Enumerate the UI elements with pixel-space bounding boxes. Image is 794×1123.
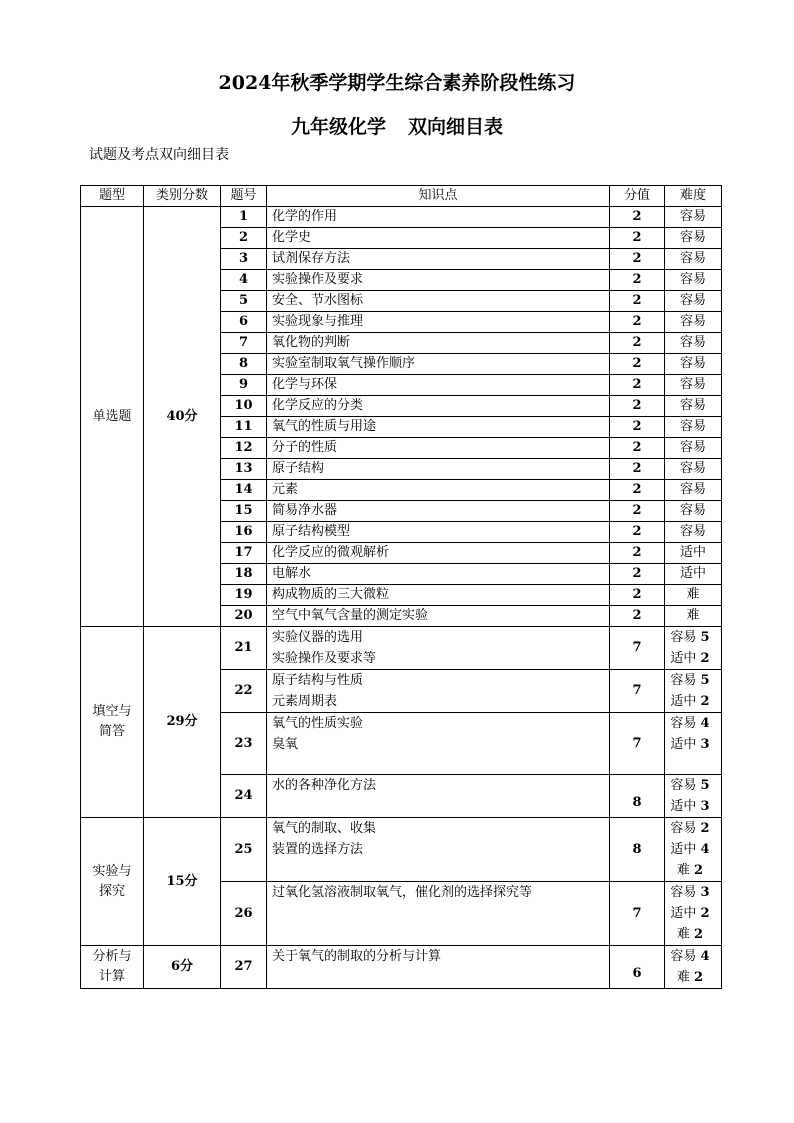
question-number: 6 [221,312,267,333]
difficulty-level: 难 [676,970,690,985]
knowledge-point [267,713,610,775]
group-total: 29分 [144,627,221,818]
table-row [81,627,722,670]
document-subtitle [0,112,794,139]
question-number: 21 [221,627,267,670]
difficulty: 容易 [665,522,722,543]
knowledge-point [267,882,610,946]
question-score: 2 [610,228,665,249]
knowledge-point: 分子的性质 [267,438,610,459]
difficulty [665,627,722,670]
question-score: 2 [610,543,665,564]
question-score: 2 [610,501,665,522]
difficulty-points: 5 [700,778,710,793]
difficulty-line [665,903,715,924]
difficulty-level: 容易 [670,949,697,964]
knowledge-point: 安全、节水图标 [267,291,610,312]
difficulty [665,946,722,989]
question-score: 2 [610,207,665,228]
question-score: 8 [610,818,665,882]
knowledge-point: 实验现象与推理 [267,312,610,333]
question-number: 18 [221,564,267,585]
knowledge-point [267,670,610,713]
difficulty: 容易 [665,396,722,417]
knowledge-point: 电解水 [267,564,610,585]
difficulty-level: 容易 [670,673,697,688]
knowledge-point [267,818,610,882]
knowledge-point-line: 原子结构与性质 [272,673,364,688]
knowledge-point: 化学的作用 [267,207,610,228]
group-type-line: 实验与 [92,863,132,879]
difficulty [665,713,722,775]
difficulty-line [665,860,715,881]
difficulty: 容易 [665,501,722,522]
group-type [81,818,144,946]
question-number: 23 [221,713,267,775]
knowledge-point: 化学与环保 [267,375,610,396]
table-row [81,946,722,989]
knowledge-point: 化学反应的微观解析 [267,543,610,564]
knowledge-point [267,946,610,989]
question-number: 14 [221,480,267,501]
question-number: 3 [221,249,267,270]
difficulty: 容易 [665,228,722,249]
question-number: 12 [221,438,267,459]
question-score: 2 [610,438,665,459]
knowledge-point: 原子结构模型 [267,522,610,543]
question-number: 5 [221,291,267,312]
difficulty-line [665,882,715,903]
difficulty-level: 容易 [670,885,697,900]
document-title: 2024年秋季学期学生综合素养阶段性练习 [218,72,576,94]
question-score: 2 [610,291,665,312]
difficulty-line [665,967,715,988]
difficulty-level: 适中 [670,842,697,857]
difficulty: 容易 [665,480,722,501]
difficulty-line [665,648,715,669]
knowledge-point: 空气中氧气含量的测定实验 [267,606,610,627]
group-total: 40分 [144,207,221,627]
knowledge-point: 原子结构 [267,459,610,480]
difficulty-points: 2 [700,694,710,709]
difficulty: 容易 [665,375,722,396]
difficulty-level: 适中 [670,799,697,814]
knowledge-point: 化学史 [267,228,610,249]
difficulty-level: 容易 [670,716,697,731]
question-score: 2 [610,270,665,291]
knowledge-point: 氧气的性质与用途 [267,417,610,438]
knowledge-point-line: 实验仪器的选用 [272,630,364,645]
difficulty-points: 4 [700,842,710,857]
question-score: 7 [610,713,665,775]
question-score: 7 [610,670,665,713]
difficulty [665,882,722,946]
question-number: 9 [221,375,267,396]
difficulty: 难 [665,606,722,627]
difficulty-level: 容易 [670,630,697,645]
question-score: 2 [610,333,665,354]
table-caption: 试题及考点双向细目表 [89,147,229,163]
question-number: 13 [221,459,267,480]
difficulty [665,670,722,713]
difficulty: 容易 [665,291,722,312]
difficulty-points: 5 [700,630,710,645]
header-type: 题型 [81,186,144,207]
difficulty-level: 难 [676,927,690,942]
question-score: 7 [610,627,665,670]
difficulty-line [665,818,715,839]
group-type-line: 分析与 [92,949,132,964]
question-score: 2 [610,375,665,396]
difficulty-points: 3 [700,885,710,900]
knowledge-point-line: 臭氧 [272,737,299,752]
knowledge-point: 化学反应的分类 [267,396,610,417]
difficulty-line [665,946,715,967]
question-number: 26 [221,882,267,946]
specification-table [80,185,722,989]
question-number: 2 [221,228,267,249]
question-score: 2 [610,354,665,375]
difficulty: 适中 [665,564,722,585]
difficulty: 容易 [665,438,722,459]
question-number: 22 [221,670,267,713]
difficulty-line [665,839,715,860]
group-total: 6分 [144,946,221,989]
difficulty-points: 2 [694,927,704,942]
knowledge-point-line: 氧气的性质实验 [272,716,364,731]
difficulty-level: 容易 [670,821,697,836]
group-type-line: 填空与 [92,704,132,719]
difficulty-level: 适中 [670,694,697,709]
difficulty: 容易 [665,312,722,333]
question-number: 1 [221,207,267,228]
knowledge-point [267,627,610,670]
question-score: 2 [610,564,665,585]
group-type-line: 探究 [98,883,125,899]
question-score: 2 [610,606,665,627]
difficulty-points: 3 [700,799,710,814]
question-score: 6 [610,946,665,989]
group-type-line: 简答 [98,724,125,739]
question-score: 2 [610,312,665,333]
question-number: 8 [221,354,267,375]
question-score: 2 [610,396,665,417]
knowledge-point: 实验室制取氧气操作顺序 [267,354,610,375]
question-number: 24 [221,775,267,818]
subtitle-subject: 九年级化学 [290,116,386,138]
group-total: 15分 [144,818,221,946]
knowledge-point: 元素 [267,480,610,501]
table-row [81,207,722,228]
difficulty: 难 [665,585,722,606]
header-category-score: 类别分数 [144,186,221,207]
difficulty-points: 2 [694,863,704,878]
difficulty: 容易 [665,333,722,354]
header-difficulty: 难度 [665,186,722,207]
difficulty-points: 3 [700,737,710,752]
question-number: 10 [221,396,267,417]
difficulty-line [665,924,715,945]
knowledge-point-line: 元素周期表 [272,694,338,709]
difficulty-points: 2 [700,821,710,836]
knowledge-point: 氧化物的判断 [267,333,610,354]
knowledge-point-line: 实验操作及要求等 [272,651,377,666]
subtitle-name: 双向细目表 [408,116,504,138]
difficulty-line [665,627,715,648]
knowledge-point [267,775,610,818]
knowledge-point: 实验操作及要求 [267,270,610,291]
difficulty-line [665,796,715,817]
difficulty-points: 5 [700,673,710,688]
knowledge-point-line: 装置的选择方法 [272,842,364,857]
knowledge-point-line: 过氧化氢溶液制取氧气，催化剂的选择探究等 [272,885,533,900]
question-number: 27 [221,946,267,989]
difficulty: 容易 [665,249,722,270]
difficulty-level: 适中 [670,651,697,666]
difficulty-points: 2 [694,970,704,985]
knowledge-point: 试剂保存方法 [267,249,610,270]
question-number: 7 [221,333,267,354]
difficulty: 容易 [665,417,722,438]
difficulty-line [665,775,715,796]
difficulty [665,818,722,882]
knowledge-point-line: 水的各种净化方法 [272,778,377,793]
question-score: 2 [610,459,665,480]
question-number: 19 [221,585,267,606]
table-header-row [81,186,722,207]
knowledge-point: 简易净水器 [267,501,610,522]
knowledge-point-line: 氧气的制取、收集 [272,821,377,836]
question-number: 16 [221,522,267,543]
difficulty-level: 适中 [670,737,697,752]
question-number: 11 [221,417,267,438]
group-type [81,627,144,818]
difficulty-level: 容易 [670,778,697,793]
difficulty-points: 4 [700,716,710,731]
question-number: 15 [221,501,267,522]
table-row [81,818,722,882]
difficulty-points: 4 [700,949,710,964]
difficulty-points: 2 [700,906,710,921]
question-score: 2 [610,522,665,543]
knowledge-point-line: 关于氧气的制取的分析与计算 [272,949,442,964]
difficulty-line [665,734,715,755]
difficulty-level: 适中 [670,906,697,921]
difficulty-line [665,691,715,712]
knowledge-point: 构成物质的三大微粒 [267,585,610,606]
difficulty-line [665,713,715,734]
question-score: 2 [610,585,665,606]
header-question-no: 题号 [221,186,267,207]
difficulty: 容易 [665,459,722,480]
question-score: 2 [610,249,665,270]
difficulty: 容易 [665,354,722,375]
question-number: 17 [221,543,267,564]
question-number: 25 [221,818,267,882]
difficulty: 容易 [665,207,722,228]
difficulty [665,775,722,818]
difficulty: 适中 [665,543,722,564]
difficulty: 容易 [665,270,722,291]
difficulty-points: 2 [700,651,710,666]
header-score: 分值 [610,186,665,207]
question-number: 4 [221,270,267,291]
group-type-line: 计算 [98,969,125,984]
group-type: 单选题 [81,207,144,627]
difficulty-line [665,670,715,691]
question-score: 2 [610,480,665,501]
group-type [81,946,144,989]
question-number: 20 [221,606,267,627]
header-knowledge-point: 知识点 [267,186,610,207]
difficulty-level: 难 [676,863,690,878]
question-score: 8 [610,775,665,818]
question-score: 2 [610,417,665,438]
question-score: 7 [610,882,665,946]
